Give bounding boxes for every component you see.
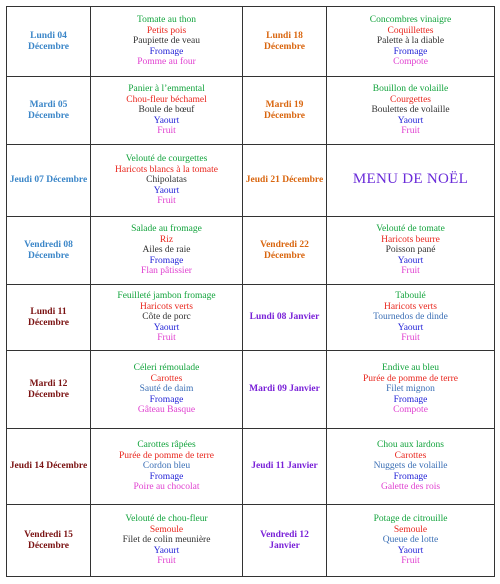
day-cell <box>243 217 327 285</box>
menu-row <box>7 429 495 505</box>
dish-legume: Carottes <box>394 450 427 461</box>
day-cell <box>243 505 327 577</box>
dish-laitage: Yaourt <box>397 322 424 333</box>
dish-legume: Chou-fleur béchamel <box>126 94 207 105</box>
day-cell <box>7 77 91 145</box>
menu-cell <box>91 351 243 429</box>
dish-dessert: Fruit <box>401 126 420 137</box>
day-label: Vendredi 22 Décembre <box>260 240 309 261</box>
dish-dessert: Fruit <box>157 556 176 567</box>
day-label: Jeudi 07 Décembre <box>9 175 88 186</box>
dish-laitage: Fromage <box>149 471 184 482</box>
dish-entree: Concombres vinaigre <box>369 15 452 26</box>
day-cell <box>7 7 91 77</box>
day-label: Mardi 09 Janvier <box>249 384 320 395</box>
dish-dessert: Galette des rois <box>380 482 441 493</box>
menu-cell <box>327 505 495 577</box>
menu-table <box>6 6 495 577</box>
dish-dessert: Fruit <box>401 333 420 344</box>
dish-plat_alt: Nuggets de volaille <box>373 461 448 472</box>
menu-cell <box>327 285 495 351</box>
dish-entree: Taboulé <box>395 291 426 302</box>
menu-cell <box>91 505 243 577</box>
day-label: Jeudi 11 Janvier <box>251 461 318 472</box>
menu-row <box>7 77 495 145</box>
dish-laitage: Yaourt <box>153 185 180 196</box>
day-label: Mardi 05 Décembre <box>28 100 69 121</box>
day-label: Jeudi 21 Décembre <box>245 175 324 186</box>
menu-cell <box>327 351 495 429</box>
dish-entree: Bouillon de volaille <box>372 84 449 95</box>
dish-laitage: Fromage <box>149 46 184 57</box>
day-label: Mardi 12 Décembre <box>28 379 69 400</box>
day-cell <box>243 7 327 77</box>
dish-entree: Céleri rémoulade <box>133 363 200 374</box>
day-cell <box>7 285 91 351</box>
day-label: Vendredi 12 Janvier <box>260 530 309 551</box>
dish-entree: Panier à l’emmental <box>128 84 205 95</box>
dish-plat_alt: Sauté de daim <box>139 384 194 395</box>
dish-laitage: Yaourt <box>397 115 424 126</box>
day-cell <box>243 351 327 429</box>
dish-plat_alt: Cordon bleu <box>142 461 191 472</box>
day-cell <box>243 77 327 145</box>
dish-entree: Endive au bleu <box>382 363 439 374</box>
menu-cell <box>327 7 495 77</box>
dish-legume: Haricots verts <box>139 301 194 312</box>
dish-legume: Riz <box>159 234 174 245</box>
dish-legume: Petits pois <box>146 25 187 36</box>
day-label: Jeudi 14 Décembre <box>9 461 88 472</box>
dish-legume: Coquillettes <box>387 25 434 36</box>
dish-dessert: Fruit <box>157 196 176 207</box>
dish-laitage: Fromage <box>149 255 184 266</box>
dish-entree: Feuilleté jambon fromage <box>117 291 216 302</box>
dish-laitage: Yaourt <box>397 255 424 266</box>
menu-cell <box>91 429 243 505</box>
day-cell <box>243 285 327 351</box>
dish-dessert: Poire au chocolat <box>133 482 200 493</box>
dish-laitage: Yaourt <box>397 545 424 556</box>
dish-plat: Palette à la diable <box>376 36 445 47</box>
dish-entree: Salade au fromage <box>131 224 202 235</box>
dish-plat: Ailes de raie <box>142 245 191 256</box>
dish-laitage: Yaourt <box>153 322 180 333</box>
dish-legume: Carottes <box>150 373 183 384</box>
menu-row <box>7 351 495 429</box>
dish-dessert: Gâteau Basque <box>137 405 196 416</box>
dish-legume: Courgettes <box>390 94 431 105</box>
menu-row <box>7 505 495 577</box>
dish-entree: Potage de citrouille <box>373 514 448 525</box>
dish-laitage: Fromage <box>393 471 428 482</box>
menu-body <box>7 7 495 577</box>
dish-plat: Paupiette de veau <box>132 36 200 47</box>
dish-legume: Semoule <box>393 524 428 535</box>
day-label: Lundi 08 Janvier <box>249 312 320 323</box>
menu-cell <box>327 217 495 285</box>
dish-plat_alt: Queue de lotte <box>382 535 439 546</box>
dish-plat: Boule de bœuf <box>138 105 195 116</box>
dish-dessert: Compote <box>393 57 428 68</box>
dish-entree: Velouté de courgettes <box>125 154 208 165</box>
dish-laitage: Fromage <box>149 394 184 405</box>
day-label: Lundi 11 Décembre <box>28 307 69 328</box>
menu-cell <box>91 7 243 77</box>
dish-plat: Filet de colin meunière <box>122 535 211 546</box>
day-label: Vendredi 15 Décembre <box>24 530 73 551</box>
dish-laitage: Fromage <box>393 46 428 57</box>
dish-entree: Velouté de chou-fleur <box>125 514 208 525</box>
day-cell <box>7 351 91 429</box>
day-cell <box>7 429 91 505</box>
dish-legume: Haricots beurre <box>381 234 440 245</box>
dish-legume: Haricots verts <box>383 301 438 312</box>
menu-cell <box>91 285 243 351</box>
menu-cell <box>327 145 495 217</box>
menu-cell <box>91 145 243 217</box>
day-cell <box>243 145 327 217</box>
day-label: Vendredi 08 Décembre <box>24 240 73 261</box>
dish-dessert: Flan pâtissier <box>141 266 192 277</box>
menu-cell <box>91 217 243 285</box>
dish-entree: Tomate au thon <box>137 15 196 26</box>
dish-legume: Purée de pomme de terre <box>363 373 458 384</box>
day-label: Lundi 18 Décembre <box>264 31 305 52</box>
dish-dessert: Pomme au four <box>137 57 196 68</box>
dish-entree: Carottes râpées <box>137 440 196 451</box>
dish-laitage: Fromage <box>393 394 428 405</box>
dish-plat: Poisson pané <box>385 245 436 256</box>
dish-legume: Semoule <box>149 524 184 535</box>
dish-dessert: Compote <box>393 405 428 416</box>
dish-plat: Chipolatas <box>146 175 187 186</box>
menu-row <box>7 145 495 217</box>
dish-plat: Boulettes de volaille <box>371 105 450 116</box>
dish-dessert: Fruit <box>157 333 176 344</box>
dish-plat_alt: Tournedos de dinde <box>373 312 448 323</box>
dish-legume: Haricots blancs à la tomate <box>115 164 218 175</box>
dish-dessert: Fruit <box>157 126 176 137</box>
dish-laitage: Yaourt <box>153 545 180 556</box>
day-cell <box>7 217 91 285</box>
dish-entree: Velouté de tomate <box>376 224 445 235</box>
dish-plat: Côte de porc <box>142 312 191 323</box>
day-cell <box>7 505 91 577</box>
menu-row <box>7 285 495 351</box>
dish-legume: Purée de pomme de terre <box>119 450 214 461</box>
dish-dessert: Fruit <box>401 556 420 567</box>
dish-laitage: Yaourt <box>153 115 180 126</box>
day-label: Mardi 19 Décembre <box>264 100 305 121</box>
dish-plat_alt: Filet mignon <box>386 384 435 395</box>
menu-cell <box>327 429 495 505</box>
day-cell <box>7 145 91 217</box>
menu-row <box>7 217 495 285</box>
dish-dessert: Fruit <box>401 266 420 277</box>
day-cell <box>243 429 327 505</box>
day-label: Lundi 04 Décembre <box>28 31 69 52</box>
special-menu-title: MENU DE NOËL <box>352 171 469 188</box>
menu-cell <box>91 77 243 145</box>
dish-entree: Chou aux lardons <box>376 440 445 451</box>
menu-row <box>7 7 495 77</box>
menu-cell <box>327 77 495 145</box>
